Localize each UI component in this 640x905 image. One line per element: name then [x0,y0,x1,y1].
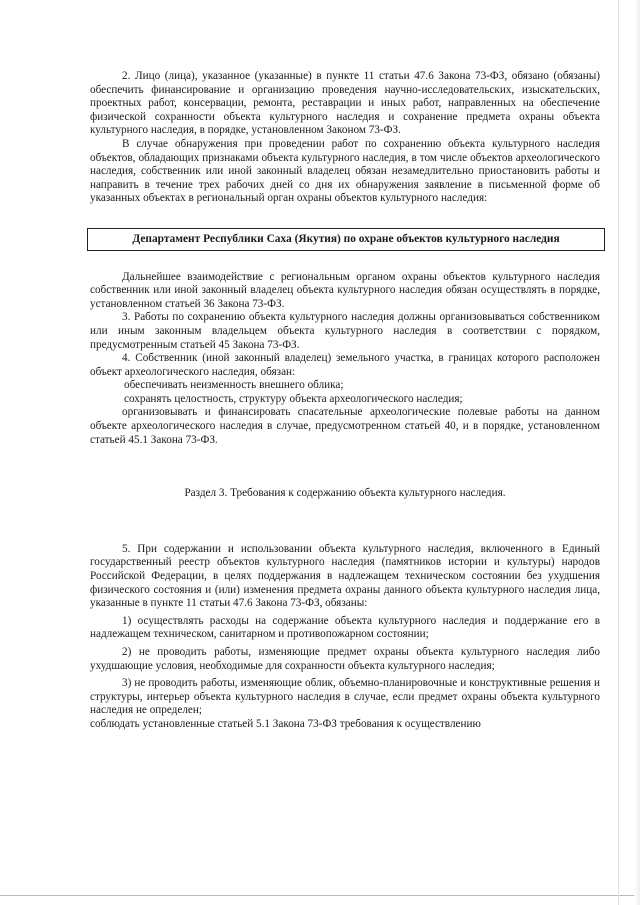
clause-5-item: 2) не проводить работы, изменяющие предмет охраны объекта культурного наследия либо ухудшающие условия, необходимые для сохранности объекта культурного наследия; [90,646,600,672]
clause-2: 2. Лицо (лица), указанное (указанные) в пункте 11 статьи 47.6 Закона 73-ФЗ, обязано (обязаны) обеспечить финансирование и организацию проведения научно-исследовательских, изыскательских, проектных работ, консервации, ремонта, реставрации и иных работ, направленных на обеспечение физической сохранности объекта культурного наследия и сохранение предмета охраны объекта культурного наследия, в порядке, установленном Законом 73-ФЗ. [90,70,600,137]
page-fold-shadow [634,0,640,905]
section-title: Раздел 3. Требования к содержанию объекта культурного наследия. [184,487,506,500]
scan-artifact-line [0,895,640,896]
clause-4-item: организовывать и финансировать спасательные археологические полевые работы на данном объекте археологического наследия в случае, предусмотренном статьей 40, и в порядке, установленном статьей 45.1 Закона 73-ФЗ. [90,406,600,446]
document-body [90,70,600,732]
clause-4-item: обеспечивать неизменность внешнего облика; [124,379,344,392]
clause-4: 4. Собственник (иной законный владелец) земельного участка, в границах которого расположен объект археологического наследия, обязан: [90,352,600,378]
clause-5-item: 3) не проводить работы, изменяющие облик, объемно-планировочные и конструктивные решения и структуры, интерьер объекта культурного наследия в случае, если предмет охраны объекта культурного наследия не определен; [90,677,600,717]
interaction-paragraph: Дальнейшее взаимодействие с региональным органом охраны объектов культурного наследия собственник или иной законный владелец объекта культурного наследия обязан осуществлять в порядке, установленном статьей 36 Закона 73-ФЗ. [90,270,600,310]
clause-3: 3. Работы по сохранению объекта культурного наследия должны организовываться собственником или иным законным владельцем объекта культурного наследия в соответствии с порядком, предусмотренным статьей 45 Закона 73-ФЗ. [90,311,600,351]
clause-4-item: сохранять целостность, структуру объекта археологического наследия; [124,392,463,405]
clause-5-item: соблюдать установленные статьей 5.1 Закона 73-ФЗ требования к осуществлению [90,717,481,730]
authority-box: Департамент Республики Саха (Якутия) по охране объектов культурного наследия [87,228,605,251]
scan-artifact-line [618,0,619,905]
clause-5-item: 1) осуществлять расходы на содержание объекта культурного наследия и поддержание его в надлежащем техническом, санитарном и противопожарном состоянии; [90,614,600,641]
discovery-paragraph: В случае обнаружения при проведении работ по сохранению объекта культурного наследия объектов, обладающих признаками объекта культурного наследия, в том числе объектов археологического наследия, собственник или иной законный владелец обязан незамедлительно приостановить работы и направить в течение трех рабочих дней со дня их обнаружения заявление в письменной форме об указанных объектах в региональный орган охраны объектов культурного наследия: [90,137,600,205]
clause-5: 5. При содержании и использовании объекта культурного наследия, включенного в Единый государственный реестр объектов культурного наследия (памятников истории и культуры) народов Российской Федерации, в целях поддержания в надлежащем техническом состоянии без ухудшения физического состояния и (или) изменения предмета охраны данного объекта культурного наследия лица, указанные в пункте 11 статьи 47.6 Закона 73-ФЗ, обязаны: [90,542,600,610]
